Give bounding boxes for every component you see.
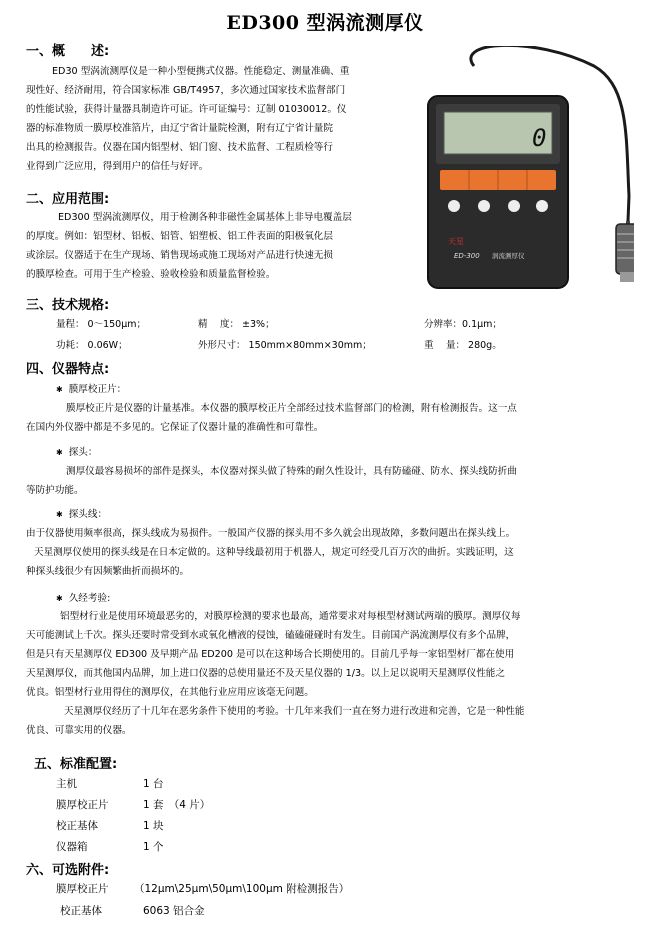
bullet-star-icon: ✱: [56, 448, 63, 457]
device-model-label: ED-300: [454, 252, 480, 260]
paragraph-line: 测厚仪最容易损坏的部件是探头，本仪器对探头做了特殊的耐久性设计，具有防磕碰、防水、探头线防折曲: [66, 466, 517, 477]
section-overview-text: [26, 62, 416, 176]
spec-power: 功耗： 0.06W；: [56, 340, 128, 351]
document-title: ED300 型涡流测厚仪: [226, 12, 424, 34]
config-item-name: 膜厚校正片: [56, 799, 109, 811]
section-application-text: [26, 208, 416, 284]
bullet-star-icon: ✱: [56, 510, 63, 519]
bullet-star-icon: ✱: [56, 594, 63, 603]
paragraph-line: 种探头线很少有因频繁曲折而损坏的。: [26, 566, 190, 577]
accessory-item-detail: 6063 铝合金: [143, 905, 205, 917]
feature-cable-text: [26, 524, 650, 581]
paragraph-line: 的膜厚检查。可用于生产检验、验收检验和质量监督检验。: [26, 269, 276, 280]
thickness-gauge-image: [414, 46, 634, 292]
config-item-name: 仪器箱: [56, 841, 88, 853]
paragraph-line: 膜厚校正片是仪器的计量基准。本仪器的膜厚校正片全部经过技术监督部门的检测，附有检测报告。这一点: [66, 403, 517, 414]
paragraph-line: 器的标准物质一膜厚校准箔片，由辽宁省计量院检测，附有辽宁省计量院: [26, 123, 333, 134]
paragraph-line: 优良。铝型材行业用得住的测厚仪，在其他行业应用应该毫无问题。: [26, 687, 314, 698]
paragraph-line: 天星测厚仪使用的探头线是在日本定做的。这种导线最初用于机器人，规定可经受几百万次的曲折。实践证明，这: [34, 547, 514, 558]
spec-resolution: 分辨率：0.1μm；: [424, 319, 502, 330]
bullet-star-icon: ✱: [56, 385, 63, 394]
paragraph-line: 现性好、经济耐用，符合国家标准 GB/T4957，多次通过国家技术监督部门: [26, 85, 346, 96]
paragraph-line: 在国内外仪器中都是不多见的。它保证了仪器计量的准确性和可靠性。: [26, 422, 324, 433]
spec-accuracy: 精 度： ±3%；: [198, 319, 275, 330]
device-brand-logo: 天星: [448, 237, 464, 246]
config-item-qty: 1 台: [143, 778, 164, 790]
accessory-item-name: 校正基体: [60, 905, 102, 917]
spec-dimensions: 外形尺寸： 150mm×80mm×30mm；: [198, 340, 372, 351]
paragraph-line: 等防护功能。: [26, 485, 84, 496]
feature-proven-text: [26, 607, 650, 740]
section-specs-heading: 三、技术规格:: [26, 298, 110, 313]
spec-weight: 重 量： 280g。: [424, 340, 502, 351]
feature-probe-title: ✱ 探头：: [56, 447, 98, 458]
config-item-name: 校正基体: [56, 820, 98, 832]
config-item-name: 主机: [56, 778, 77, 790]
paragraph-line: 铝型材行业是使用环境最恶劣的，对膜厚检测的要求也最高，通常要求对每根型材测试两端的膜厚。测厚仪每: [60, 611, 521, 622]
section-application-heading: 二、应用范围:: [26, 192, 110, 207]
section-overview-heading: 一、概 述:: [26, 44, 110, 59]
paragraph-line: 出具的检测报告。仪器在国内铝型材、铝门窗、技术监督、工程质检等行: [26, 142, 333, 153]
paragraph-line: 的性能试验，获得计量器具制造许可证。许可证编号：辽制 01030012。仪: [26, 104, 347, 115]
paragraph-line: 天可能测试上千次。探头还要时常受到水或氧化槽液的侵蚀，磕磕碰碰时有发生。目前国产涡流测厚仪有多个品牌，: [26, 630, 516, 641]
config-item-qty: 1 块: [143, 820, 164, 832]
config-item-qty: 1 个: [143, 841, 164, 853]
device-name-label: 涡流测厚仪: [492, 252, 525, 260]
spec-range: 量程： 0～150μm；: [56, 319, 146, 330]
paragraph-line: 由于仪器使用频率很高，探头线成为易损件。一般国产仪器的探头用不多久就会出现故障，多数问题出在探头线上。: [26, 528, 516, 539]
device-key: [536, 200, 548, 212]
paragraph-line: ED300 型涡流测厚仪，用于检测各种非磁性金属基体上非导电覆盖层: [58, 212, 352, 223]
accessory-item-detail: （12μm\25μm\50μm\100μm 附检测报告）: [134, 883, 350, 895]
device-key: [508, 200, 520, 212]
accessory-item-name: 膜厚校正片: [56, 883, 109, 895]
section-standard-config-heading: 五、标准配置:: [34, 757, 118, 772]
config-item-qty: 1 套 （4 片）: [143, 799, 211, 811]
paragraph-line: 的厚度。例如：铝型材、铝板、铝管、铝塑板、铝工件表面的阳极氧化层: [26, 231, 333, 242]
paragraph-line: 天星测厚仪经历了十几年在恶劣条件下使用的考验。十几年来我们一直在努力进行改进和完善，它是一种性能: [64, 706, 525, 717]
paragraph-line: 天星测厚仪，而其他国内品牌，加上进口仪器的总使用量还不及天星仪器的 1/3。以上足以说明天星测厚仪性能之: [26, 668, 505, 679]
feature-probe-text: [26, 462, 646, 500]
feature-calibration-text: [26, 399, 646, 437]
device-key: [478, 200, 490, 212]
paragraph-line: ED30 型涡流测厚仪是一种小型便携式仪器。性能稳定、测量准确、重: [52, 66, 350, 77]
section-features-heading: 四、仪器特点:: [26, 362, 110, 377]
device-display-value: 0: [532, 124, 547, 152]
device-key: [448, 200, 460, 212]
feature-calibration-title: ✱ 膜厚校正片：: [56, 384, 127, 395]
paragraph-line: 或涂层。仪器适于在生产现场、销售现场或施工现场对产品进行快速无损: [26, 250, 333, 261]
feature-cable-title: ✱ 探头线：: [56, 509, 108, 520]
feature-proven-title: ✱ 久经考验:: [56, 593, 111, 604]
section-optional-accessories-heading: 六、可选附件:: [26, 863, 110, 878]
paragraph-line: 但是只有天星测厚仪 ED300 及早期产品 ED200 是可以在这种场合长期使用的。目前几乎每一家铝型材厂都在使用: [26, 649, 515, 660]
paragraph-line: 业得到广泛应用，得到用户的信任与好评。: [26, 161, 209, 172]
paragraph-line: 优良、可靠实用的仪器。: [26, 725, 132, 736]
